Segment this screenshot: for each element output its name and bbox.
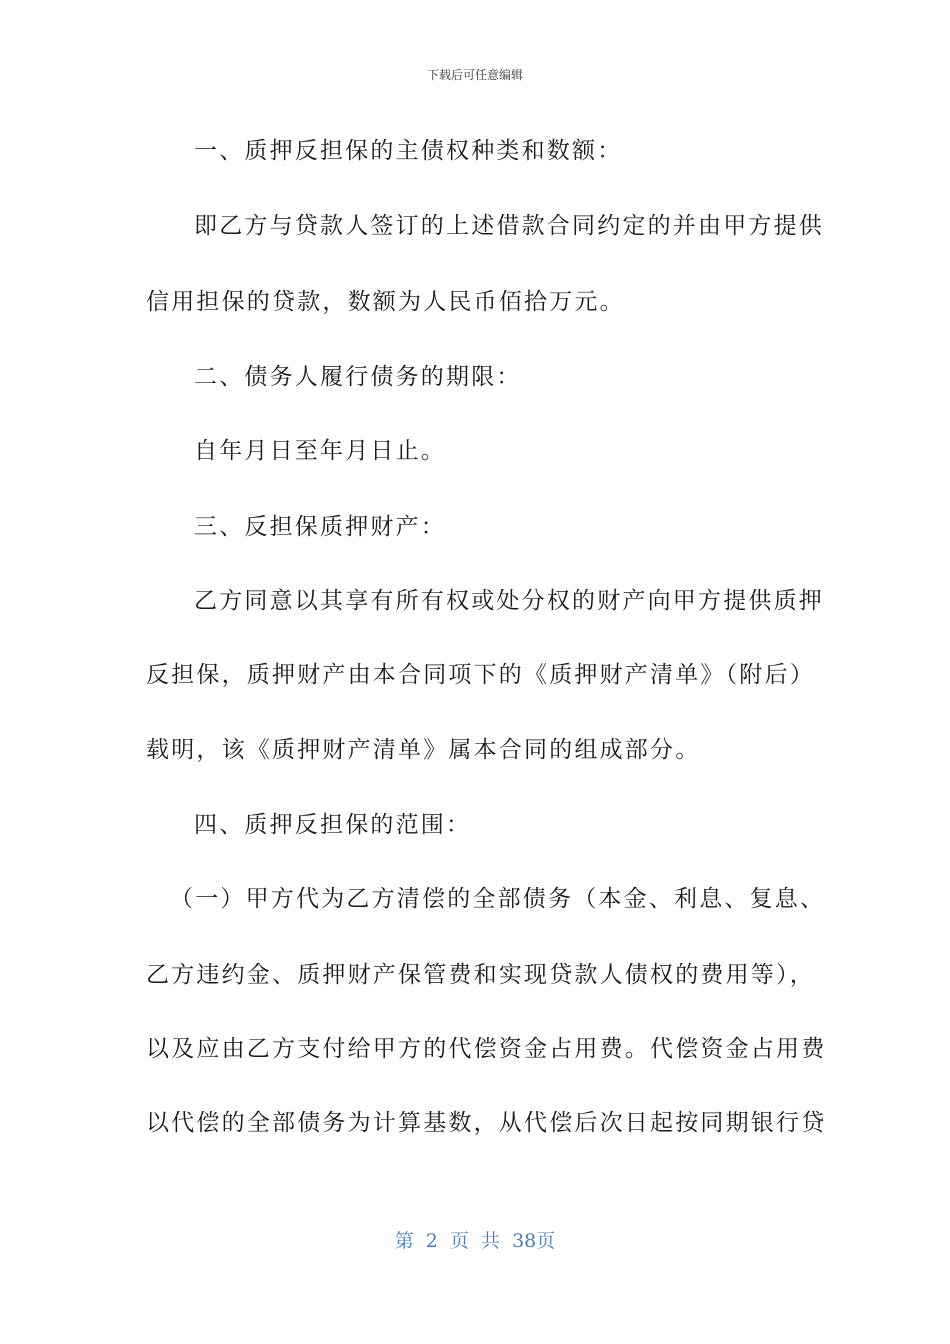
footer-page-word: 页 [449,1230,469,1252]
paragraph-line: 载明，该《质押财产清单》属本合同的组成部分。 [146,737,701,763]
section-heading-2: 二、债务人履行债务的期限： [194,364,522,390]
paragraph-line: 反担保，质押财产由本合同项下的《质押财产清单》（附后） [146,662,815,688]
footer-total-word: 共 [481,1230,501,1252]
paragraph-line: 乙方违约金、质押财产保管费和实现贷款人债权的费用等）， [146,962,815,988]
page-number-footer [0,1226,950,1253]
paragraph-line: 信用担保的贷款，数额为人民币佰拾万元。 [146,289,625,315]
section-heading-4: 四、质押反担保的范围： [194,812,472,838]
paragraph-line: 以代偿的全部债务为计算基数，从代偿后次日起按同期银行贷 [146,1110,827,1136]
paragraph-line: 乙方同意以其享有所有权或处分权的财产向甲方提供质押 [194,588,824,614]
footer-prefix: 第 [394,1230,414,1252]
section-heading-1: 一、质押反担保的主债权种类和数额： [194,138,623,164]
paragraph-line: 自年月日至年月日止。 [194,438,446,464]
paragraph-line: 即乙方与贷款人签订的上述借款合同约定的并由甲方提供 [194,213,824,239]
paragraph-line: 以及应由乙方支付给甲方的代偿资金占用费。代偿资金占用费 [146,1036,827,1062]
current-page-number: 2 [425,1230,438,1252]
total-pages: 38页 [512,1230,556,1252]
page-header-note: 下载后可任意编辑 [426,68,523,82]
section-heading-3: 三、反担保质押财产： [194,514,446,540]
paragraph-line: （一）甲方代为乙方清偿的全部债务（本金、利息、复息、 [170,886,826,912]
